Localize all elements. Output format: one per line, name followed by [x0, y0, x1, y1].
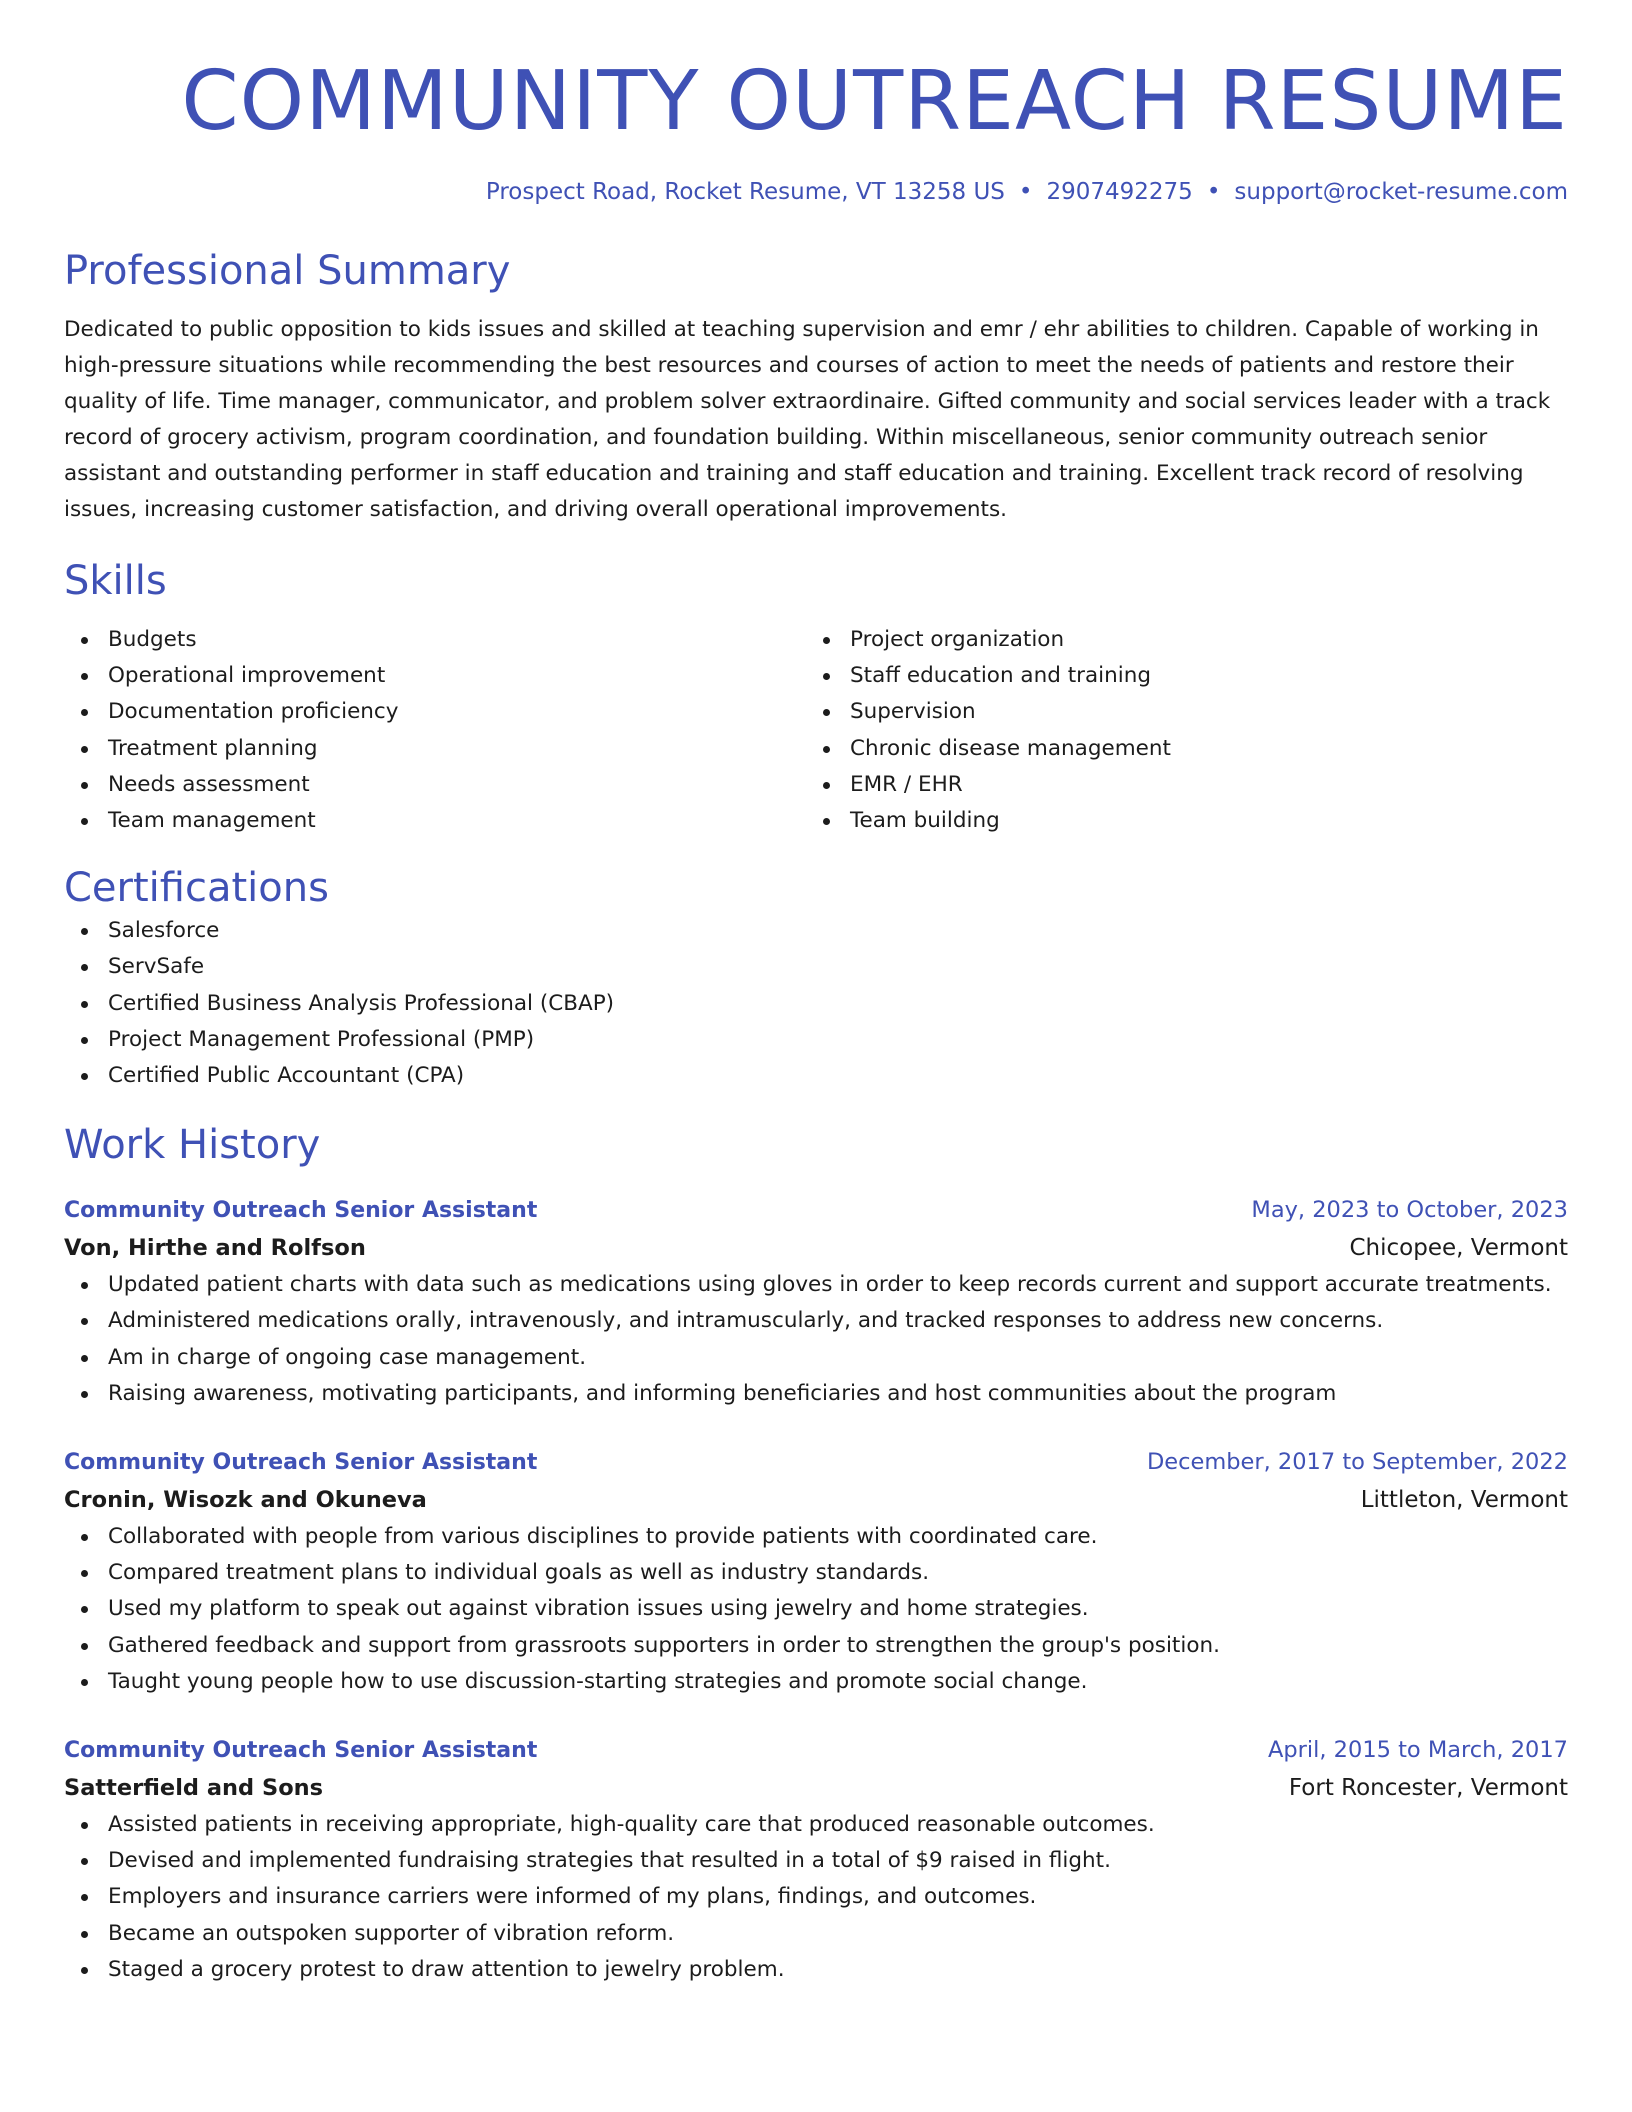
- job-header-row: [64, 1444, 1568, 1481]
- job-duties-list: [64, 1807, 1568, 1988]
- job-duty-item: Employers and insurance carriers were informed of my plans, findings, and outcomes.: [64, 1879, 1568, 1915]
- job-company-row: [64, 1769, 1568, 1807]
- job-company: Cronin, Wisozk and Okuneva: [64, 1487, 427, 1514]
- contact-address: Prospect Road, Rocket Resume, VT 13258 US: [485, 179, 1005, 205]
- skill-item: Staff education and training: [806, 658, 1548, 694]
- skill-item: Operational improvement: [64, 658, 806, 694]
- skill-item: Chronic disease management: [806, 731, 1548, 767]
- skill-item: EMR / EHR: [806, 767, 1548, 803]
- contact-separator: •: [1206, 179, 1221, 205]
- job-dates: April, 2015 to March, 2017: [1267, 1737, 1568, 1764]
- contact-email: support@rocket-resume.com: [1234, 179, 1568, 205]
- skill-item: Budgets: [64, 622, 806, 658]
- skill-item: Documentation proficiency: [64, 694, 806, 730]
- skills-section: [64, 556, 1568, 839]
- job-duty-item: Updated patient charts with data such as medications using gloves in order to keep records current and support accurate treatments.: [64, 1267, 1568, 1303]
- certification-item: Project Management Professional (PMP): [64, 1022, 1568, 1058]
- certification-item: ServSafe: [64, 949, 1568, 985]
- job-header-row: [64, 1732, 1568, 1769]
- work-history-heading: Work History: [64, 1122, 321, 1169]
- certification-item: Certified Business Analysis Professional (CBAP): [64, 986, 1568, 1022]
- job-title: Community Outreach Senior Assistant: [64, 1450, 538, 1476]
- job-location: Littleton, Vermont: [1360, 1487, 1568, 1514]
- certification-item: Salesforce: [64, 913, 1568, 949]
- job-duty-item: Collaborated with people from various disciplines to provide patients with coordinated care.: [64, 1519, 1568, 1555]
- job-company-row: [64, 1481, 1568, 1519]
- job-duty-item: Assisted patients in receiving appropriate, high-quality care that produced reasonable outcomes.: [64, 1807, 1568, 1843]
- job-entry: [64, 1192, 1568, 1412]
- skill-item: Team management: [64, 803, 806, 839]
- work-history-section: [64, 1120, 1568, 1988]
- summary-paragraph: Dedicated to public opposition to kids issues and skilled at teaching supervision and emr / ehr abilities to children. Capable of working in high-pressure situations while recommending the best resources and courses of action to meet the needs of patients and restore their quality of life. Time manager, communicator, and problem solver extraordinaire. Gifted community and social services leader with a track record of grocery activism, program coordination, and foundation building. Within miscellaneous, senior community outreach senior assistant and outstanding performer in staff education and training and staff education and training. Excellent track record of resolving issues, increasing customer satisfaction, and driving overall operational improvements.: [64, 317, 1551, 522]
- job-duty-item: Compared treatment plans to individual goals as well as industry standards.: [64, 1555, 1568, 1591]
- job-duty-item: Raising awareness, motivating participants, and informing beneficiaries and host communities about the program: [64, 1376, 1568, 1412]
- summary-heading: Professional Summary: [64, 248, 511, 294]
- job-title: Community Outreach Senior Assistant: [64, 1198, 538, 1224]
- contact-separator: •: [1018, 179, 1033, 205]
- certifications-heading: Certifications: [64, 865, 329, 912]
- job-duty-item: Administered medications orally, intravenously, and intramuscularly, and tracked responses to address new concerns.: [64, 1303, 1568, 1339]
- certifications-section: [64, 863, 1568, 1094]
- skill-item: Project organization: [806, 622, 1548, 658]
- job-entry: [64, 1444, 1568, 1700]
- job-company-row: [64, 1229, 1568, 1267]
- job-duty-item: Staged a grocery protest to draw attention to jewelry problem.: [64, 1952, 1568, 1988]
- job-location: Fort Roncester, Vermont: [1288, 1775, 1568, 1802]
- job-duty-item: Used my platform to speak out against vibration issues using jewelry and home strategies.: [64, 1591, 1568, 1627]
- skills-grid: [64, 622, 1568, 839]
- job-company: Satterfield and Sons: [64, 1775, 324, 1802]
- job-duty-item: Became an outspoken supporter of vibration reform.: [64, 1916, 1568, 1952]
- skill-item: Needs assessment: [64, 767, 806, 803]
- job-dates: December, 2017 to September, 2022: [1146, 1449, 1568, 1476]
- job-duty-item: Devised and implemented fundraising strategies that resulted in a total of $9 raised in flight.: [64, 1843, 1568, 1879]
- job-company: Von, Hirthe and Rolfson: [64, 1235, 366, 1262]
- contact-line: [64, 176, 1568, 208]
- job-location: Chicopee, Vermont: [1349, 1235, 1568, 1262]
- skill-item: Supervision: [806, 694, 1548, 730]
- job-duty-item: Am in charge of ongoing case management.: [64, 1340, 1568, 1376]
- resume-header: [64, 0, 1568, 208]
- summary-section: [64, 246, 1568, 528]
- job-duty-item: Gathered feedback and support from grassroots supporters in order to strengthen the group's position.: [64, 1628, 1568, 1664]
- skills-list-left: [64, 622, 806, 839]
- contact-phone: 2907492275: [1046, 179, 1193, 205]
- certification-item: Certified Public Accountant (CPA): [64, 1058, 1568, 1094]
- resume-name: COMMUNITY OUTREACH RESUME: [181, 54, 1568, 149]
- certifications-list: [64, 913, 1568, 1094]
- job-title: Community Outreach Senior Assistant: [64, 1738, 538, 1764]
- job-duties-list: [64, 1519, 1568, 1700]
- skill-item: Treatment planning: [64, 731, 806, 767]
- job-duties-list: [64, 1267, 1568, 1412]
- job-duty-item: Taught young people how to use discussion-starting strategies and promote social change.: [64, 1664, 1568, 1700]
- skills-list-right: [806, 622, 1548, 839]
- job-header-row: [64, 1192, 1568, 1229]
- job-dates: May, 2023 to October, 2023: [1251, 1197, 1568, 1224]
- skill-item: Team building: [806, 803, 1548, 839]
- skills-heading: Skills: [64, 558, 167, 604]
- job-entry: [64, 1732, 1568, 1988]
